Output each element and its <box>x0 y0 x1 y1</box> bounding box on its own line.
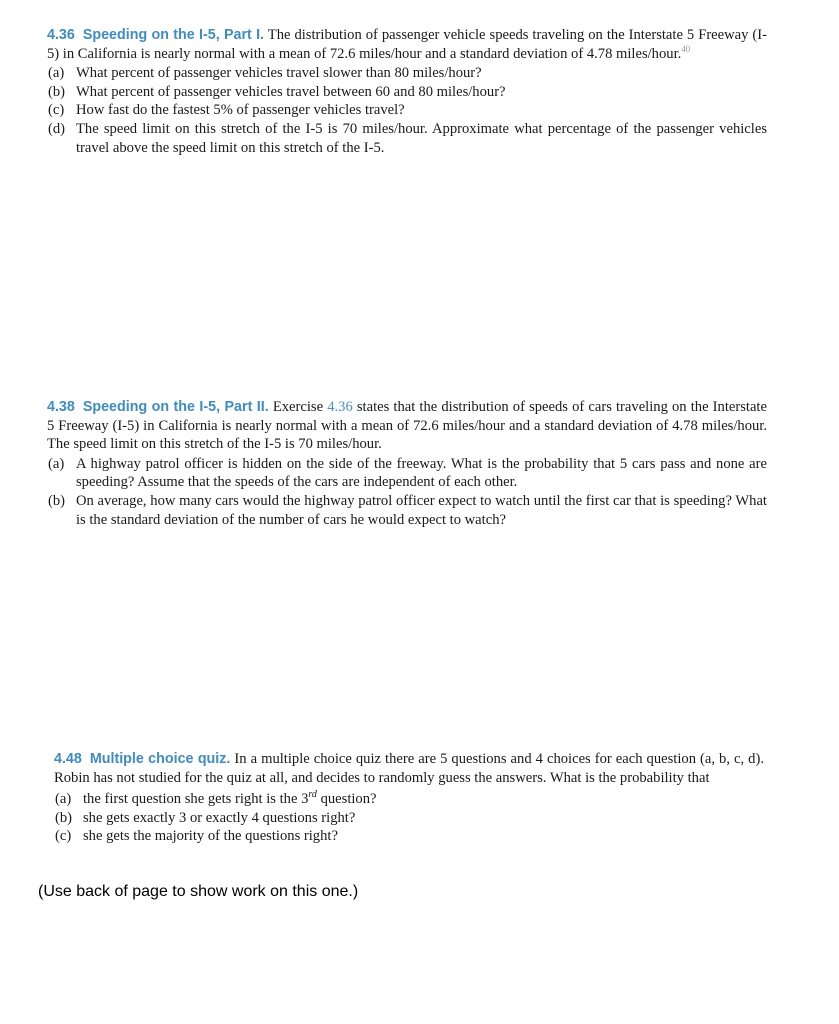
problem-number: 4.38 <box>47 399 75 415</box>
part-text-before: the first question she gets right is the 3 <box>83 791 309 808</box>
part-label: (c) <box>55 828 72 845</box>
problem-intro <box>47 398 767 454</box>
part-label: (a) <box>48 455 65 472</box>
part-text: she gets the majority of the questions right? <box>83 828 338 845</box>
part-d <box>48 120 767 157</box>
part-c <box>55 827 764 846</box>
part-label: (b) <box>55 809 73 826</box>
problem-text: The distribution of passenger vehicle speeds traveling on the Interstate 5 Freeway (I-5) in California is nearly normal with a mean of 72.6 miles/hour and a standard deviation of 4.78 miles/hour. <box>47 27 768 62</box>
part-text: How fast do the fastest 5% of passenger vehicles travel? <box>76 102 405 119</box>
problem-parts <box>54 790 764 846</box>
part-text-after: question? <box>320 791 377 808</box>
part-text: On average, how many cars would the highway patrol officer expect to watch until the first car that is speeding? What is the standard deviation of the number of cars he would expect to watch? <box>76 492 767 528</box>
problem-intro <box>47 26 767 63</box>
exercise-reference-link[interactable]: 4.36 <box>327 399 353 415</box>
footnote-marker: 40 <box>681 43 691 54</box>
work-instruction-note: (Use back of page to show work on this one.) <box>38 883 359 900</box>
part-b <box>48 492 767 529</box>
problem-text-before: Exercise <box>272 399 324 415</box>
part-text: The speed limit on this stretch of the I-5 is 70 miles/hour. Approximate what percentage of the passenger vehicles travel above the speed limit on this stretch of the I-5. <box>76 120 767 156</box>
part-text: she gets exactly 3 or exactly 4 questions right? <box>83 809 356 826</box>
problem-title: Speeding on the I-5, Part I. <box>82 27 265 43</box>
problem-title: Speeding on the I-5, Part II. <box>82 399 269 415</box>
part-a <box>48 64 767 83</box>
problem-4-38 <box>47 398 767 529</box>
problem-number: 4.48 <box>54 751 82 767</box>
part-text: What percent of passenger vehicles travel between 60 and 80 miles/hour? <box>76 83 506 100</box>
part-b <box>55 809 764 828</box>
part-a <box>55 790 764 809</box>
problem-4-48 <box>54 750 764 846</box>
part-label: (a) <box>48 65 65 82</box>
part-label: (c) <box>48 102 65 119</box>
part-b <box>48 83 767 102</box>
part-label: (b) <box>48 492 66 509</box>
problem-number: 4.36 <box>47 27 75 43</box>
problem-text: In a multiple choice quiz there are 5 questions and 4 choices for each question (a, b, c, d). Robin has not studied for the quiz at all, and decides to randomly guess the answers. What is the probability that <box>54 751 764 786</box>
part-a <box>48 455 767 492</box>
part-c <box>48 101 767 120</box>
ordinal-superscript: rd <box>308 789 317 801</box>
problem-4-36 <box>47 26 767 157</box>
problem-title: Multiple choice quiz. <box>89 751 231 767</box>
problem-intro <box>54 750 764 787</box>
part-text: What percent of passenger vehicles travel slower than 80 miles/hour? <box>76 65 482 82</box>
part-text: A highway patrol officer is hidden on the side of the freeway. What is the probability that 5 cars pass and none are speeding? Assume that the speeds of the cars are independent of each other. <box>76 455 767 491</box>
part-label: (b) <box>48 83 66 100</box>
problem-parts <box>47 455 767 529</box>
part-label: (a) <box>55 791 72 808</box>
problem-parts <box>47 64 767 157</box>
part-label: (d) <box>48 120 66 137</box>
problem-text-after: states that the distribution of speeds of cars traveling on the Interstate 5 Freeway (I-5) in California is nearly normal with a mean of 72.6 miles/hour and a standard deviation of 4.78 miles/hour. The speed limit on this stretch of the I-5 is 70 miles/hour. <box>47 399 767 453</box>
